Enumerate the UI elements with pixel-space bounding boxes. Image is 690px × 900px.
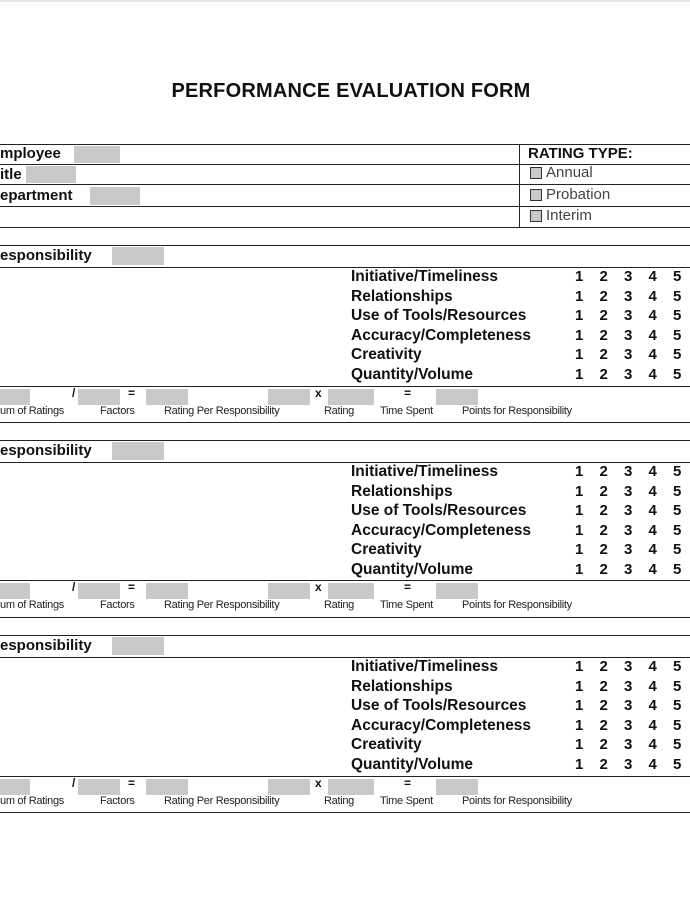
rating-option[interactable]: 2 bbox=[599, 463, 608, 480]
rating-scale bbox=[575, 541, 690, 558]
rating-option[interactable]: 3 bbox=[624, 483, 633, 500]
sum-of-ratings-caption: um of Ratings bbox=[0, 599, 64, 611]
rating-option[interactable]: 2 bbox=[599, 541, 608, 558]
rating-option[interactable]: 1 bbox=[575, 366, 584, 383]
factors-field[interactable] bbox=[78, 779, 120, 795]
rating-option[interactable]: 3 bbox=[624, 697, 633, 714]
rating-option[interactable]: 2 bbox=[599, 522, 608, 539]
rating-option[interactable]: 5 bbox=[673, 522, 682, 539]
multiply-operator: x bbox=[315, 776, 322, 790]
responsibility-field[interactable] bbox=[112, 637, 164, 655]
factors-caption: Factors bbox=[100, 405, 135, 417]
rating-option[interactable]: 3 bbox=[624, 288, 633, 305]
rating-option[interactable]: 1 bbox=[575, 561, 584, 578]
rating-option[interactable]: 5 bbox=[673, 307, 682, 324]
rating-option[interactable]: 5 bbox=[673, 366, 682, 383]
interim-option-label: Interim bbox=[546, 207, 592, 224]
rating-option[interactable]: 5 bbox=[673, 658, 682, 675]
divide-operator: / bbox=[72, 386, 76, 400]
rating-option[interactable]: 1 bbox=[575, 522, 584, 539]
probation-option-label: Probation bbox=[546, 186, 611, 203]
rating-option[interactable]: 4 bbox=[648, 463, 657, 480]
rating-scale bbox=[575, 327, 690, 344]
rating-option[interactable]: 4 bbox=[648, 327, 657, 344]
rating-option[interactable]: 4 bbox=[648, 717, 657, 734]
rating-scale bbox=[575, 483, 690, 500]
equals-operator: = bbox=[128, 776, 136, 790]
rating-option[interactable]: 4 bbox=[648, 736, 657, 753]
rating-option[interactable]: 5 bbox=[673, 268, 682, 285]
rating-option[interactable]: 1 bbox=[575, 268, 584, 285]
rating-scale bbox=[575, 366, 690, 383]
rating-option[interactable]: 1 bbox=[575, 346, 584, 363]
time-spent-field[interactable] bbox=[328, 583, 374, 599]
equals-operator: = bbox=[128, 580, 136, 594]
rating-option[interactable]: 5 bbox=[673, 483, 682, 500]
rating-scale bbox=[575, 288, 690, 305]
rating-option[interactable]: 1 bbox=[575, 658, 584, 675]
factors-field[interactable] bbox=[78, 583, 120, 599]
rating-option[interactable]: 3 bbox=[624, 717, 633, 734]
points-for-responsibility-caption: Points for Responsibility bbox=[462, 599, 572, 611]
rating-option[interactable]: 4 bbox=[648, 522, 657, 539]
rating-option[interactable]: 3 bbox=[624, 307, 633, 324]
sum-of-ratings-field[interactable] bbox=[0, 779, 30, 795]
criterion-label: Initiative/Timeliness bbox=[351, 463, 499, 480]
points-for-responsibility-caption: Points for Responsibility bbox=[462, 405, 572, 417]
criterion-label: Accuracy/Completeness bbox=[351, 717, 532, 734]
rating-scale bbox=[575, 658, 690, 675]
criterion-label: Relationships bbox=[351, 678, 453, 695]
page-title: PERFORMANCE EVALUATION FORM bbox=[171, 80, 531, 102]
criterion-label: Initiative/Timeliness bbox=[351, 658, 499, 675]
rating-option[interactable]: 3 bbox=[624, 678, 633, 695]
criterion-label: Accuracy/Completeness bbox=[351, 327, 532, 344]
page-top-edge bbox=[0, 0, 690, 2]
rating-option[interactable]: 3 bbox=[624, 522, 633, 539]
rating-option[interactable]: 3 bbox=[624, 268, 633, 285]
rating-per-responsibility-field[interactable] bbox=[146, 389, 188, 405]
responsibility-field[interactable] bbox=[112, 247, 164, 265]
rating-option[interactable]: 1 bbox=[575, 697, 584, 714]
responsibility-field[interactable] bbox=[112, 442, 164, 460]
rating-option[interactable]: 1 bbox=[575, 463, 584, 480]
rating-option[interactable]: 5 bbox=[673, 346, 682, 363]
time-spent-caption: Time Spent bbox=[380, 599, 433, 611]
rating-scale bbox=[575, 717, 690, 734]
employee-field[interactable] bbox=[74, 146, 120, 163]
rating-option[interactable]: 5 bbox=[673, 717, 682, 734]
responsibility-heading: esponsibility bbox=[0, 637, 92, 654]
rating-option[interactable]: 2 bbox=[599, 483, 608, 500]
rating-option[interactable]: 2 bbox=[599, 502, 608, 519]
criterion-label: Use of Tools/Resources bbox=[351, 502, 527, 519]
rating-option[interactable]: 5 bbox=[673, 736, 682, 753]
department-label: epartment bbox=[0, 187, 73, 204]
criterion-label: Initiative/Timeliness bbox=[351, 268, 499, 285]
rating-scale bbox=[575, 502, 690, 519]
rating-option[interactable]: 1 bbox=[575, 717, 584, 734]
points-for-responsibility-field[interactable] bbox=[436, 389, 478, 405]
rating-scale bbox=[575, 561, 690, 578]
rating-option[interactable]: 5 bbox=[673, 502, 682, 519]
rating-option[interactable]: 4 bbox=[648, 561, 657, 578]
rating-option[interactable]: 1 bbox=[575, 756, 584, 773]
sum-of-ratings-field[interactable] bbox=[0, 389, 30, 405]
factors-field[interactable] bbox=[78, 389, 120, 405]
equals-operator: = bbox=[404, 580, 412, 594]
criterion-label: Use of Tools/Resources bbox=[351, 697, 527, 714]
rating-option[interactable]: 4 bbox=[648, 678, 657, 695]
rating-option[interactable]: 4 bbox=[648, 697, 657, 714]
points-for-responsibility-field[interactable] bbox=[436, 583, 478, 599]
rating-option[interactable]: 3 bbox=[624, 736, 633, 753]
rating-scale bbox=[575, 346, 690, 363]
rating-option[interactable]: 5 bbox=[673, 561, 682, 578]
rating-option[interactable]: 5 bbox=[673, 288, 682, 305]
time-spent-caption: Time Spent bbox=[380, 405, 433, 417]
criterion-label: Relationships bbox=[351, 288, 453, 305]
criterion-label: Creativity bbox=[351, 346, 422, 363]
sum-of-ratings-caption: um of Ratings bbox=[0, 405, 64, 417]
rating-option[interactable]: 1 bbox=[575, 678, 584, 695]
rating-option[interactable]: 4 bbox=[648, 483, 657, 500]
rating-option[interactable]: 4 bbox=[648, 268, 657, 285]
rating-option[interactable]: 4 bbox=[648, 502, 657, 519]
factors-caption: Factors bbox=[100, 795, 135, 807]
employee-label: mployee bbox=[0, 145, 61, 162]
rating-caption: Rating bbox=[324, 795, 354, 807]
probation-checkbox[interactable] bbox=[530, 189, 542, 201]
rating-option[interactable]: 2 bbox=[599, 288, 608, 305]
rating-option[interactable]: 3 bbox=[624, 502, 633, 519]
interim-checkbox[interactable] bbox=[530, 210, 542, 222]
rating-option[interactable]: 4 bbox=[648, 307, 657, 324]
rating-option[interactable]: 1 bbox=[575, 736, 584, 753]
rating-option[interactable]: 2 bbox=[599, 268, 608, 285]
rating-option[interactable]: 2 bbox=[599, 307, 608, 324]
points-for-responsibility-field[interactable] bbox=[436, 779, 478, 795]
rating-option[interactable]: 4 bbox=[648, 288, 657, 305]
rating-option[interactable]: 1 bbox=[575, 307, 584, 324]
equals-operator: = bbox=[128, 386, 136, 400]
multiply-operator: x bbox=[315, 580, 322, 594]
rating-option[interactable]: 2 bbox=[599, 756, 608, 773]
title-field[interactable] bbox=[26, 166, 76, 183]
criterion-label: Accuracy/Completeness bbox=[351, 522, 532, 539]
rating-per-responsibility-field[interactable] bbox=[146, 779, 188, 795]
criterion-label: Quantity/Volume bbox=[351, 756, 474, 773]
criterion-label: Relationships bbox=[351, 483, 453, 500]
rating-type-label: RATING TYPE: bbox=[528, 145, 633, 162]
rating-field[interactable] bbox=[268, 583, 310, 599]
sum-of-ratings-caption: um of Ratings bbox=[0, 795, 64, 807]
criterion-label: Quantity/Volume bbox=[351, 561, 474, 578]
rating-option[interactable]: 2 bbox=[599, 366, 608, 383]
rating-option[interactable]: 5 bbox=[673, 697, 682, 714]
rating-option[interactable]: 1 bbox=[575, 502, 584, 519]
equals-operator: = bbox=[404, 776, 412, 790]
rating-option[interactable]: 1 bbox=[575, 483, 584, 500]
rating-scale bbox=[575, 463, 690, 480]
rating-option[interactable]: 5 bbox=[673, 327, 682, 344]
responsibility-heading: esponsibility bbox=[0, 247, 92, 264]
multiply-operator: x bbox=[315, 386, 322, 400]
rating-scale bbox=[575, 697, 690, 714]
rating-option[interactable]: 3 bbox=[624, 327, 633, 344]
rating-option[interactable]: 2 bbox=[599, 561, 608, 578]
rating-option[interactable]: 2 bbox=[599, 658, 608, 675]
rating-field[interactable] bbox=[268, 389, 310, 405]
rating-per-responsibility-caption: Rating Per Responsibility bbox=[164, 599, 280, 611]
rating-scale bbox=[575, 268, 690, 285]
rating-option[interactable]: 2 bbox=[599, 717, 608, 734]
rating-scale bbox=[575, 522, 690, 539]
rating-option[interactable]: 5 bbox=[673, 541, 682, 558]
rating-per-responsibility-field[interactable] bbox=[146, 583, 188, 599]
rating-option[interactable]: 2 bbox=[599, 736, 608, 753]
equals-operator: = bbox=[404, 386, 412, 400]
rating-option[interactable]: 1 bbox=[575, 288, 584, 305]
rating-per-responsibility-caption: Rating Per Responsibility bbox=[164, 795, 280, 807]
rating-scale bbox=[575, 678, 690, 695]
rating-option[interactable]: 4 bbox=[648, 366, 657, 383]
rating-caption: Rating bbox=[324, 405, 354, 417]
rating-option[interactable]: 2 bbox=[599, 678, 608, 695]
rating-option[interactable]: 3 bbox=[624, 756, 633, 773]
rating-scale bbox=[575, 307, 690, 324]
rating-option[interactable]: 5 bbox=[673, 678, 682, 695]
rating-option[interactable]: 3 bbox=[624, 346, 633, 363]
criterion-label: Quantity/Volume bbox=[351, 366, 474, 383]
annual-checkbox[interactable] bbox=[530, 167, 542, 179]
time-spent-caption: Time Spent bbox=[380, 795, 433, 807]
rating-option[interactable]: 2 bbox=[599, 327, 608, 344]
rating-option[interactable]: 4 bbox=[648, 346, 657, 363]
annual-option-label: Annual bbox=[546, 164, 593, 181]
rating-scale bbox=[575, 756, 690, 773]
rating-option[interactable]: 3 bbox=[624, 463, 633, 480]
factors-caption: Factors bbox=[100, 599, 135, 611]
criterion-label: Creativity bbox=[351, 541, 422, 558]
rating-option[interactable]: 2 bbox=[599, 346, 608, 363]
rating-option[interactable]: 5 bbox=[673, 756, 682, 773]
divide-operator: / bbox=[72, 776, 76, 790]
responsibility-heading: esponsibility bbox=[0, 442, 92, 459]
time-spent-field[interactable] bbox=[328, 389, 374, 405]
rating-option[interactable]: 5 bbox=[673, 463, 682, 480]
rating-option[interactable]: 1 bbox=[575, 327, 584, 344]
rating-per-responsibility-caption: Rating Per Responsibility bbox=[164, 405, 280, 417]
rating-option[interactable]: 1 bbox=[575, 541, 584, 558]
rating-option[interactable]: 4 bbox=[648, 756, 657, 773]
rating-scale bbox=[575, 736, 690, 753]
rating-option[interactable]: 3 bbox=[624, 541, 633, 558]
department-field[interactable] bbox=[90, 187, 140, 205]
rating-option[interactable]: 3 bbox=[624, 658, 633, 675]
points-for-responsibility-caption: Points for Responsibility bbox=[462, 795, 572, 807]
criterion-label: Use of Tools/Resources bbox=[351, 307, 527, 324]
criterion-label: Creativity bbox=[351, 736, 422, 753]
divide-operator: / bbox=[72, 580, 76, 594]
rating-option[interactable]: 3 bbox=[624, 561, 633, 578]
rating-option[interactable]: 4 bbox=[648, 541, 657, 558]
rating-field[interactable] bbox=[268, 779, 310, 795]
time-spent-field[interactable] bbox=[328, 779, 374, 795]
rating-caption: Rating bbox=[324, 599, 354, 611]
rating-option[interactable]: 2 bbox=[599, 697, 608, 714]
title-label: itle bbox=[0, 166, 22, 183]
sum-of-ratings-field[interactable] bbox=[0, 583, 30, 599]
rating-option[interactable]: 4 bbox=[648, 658, 657, 675]
rating-option[interactable]: 3 bbox=[624, 366, 633, 383]
